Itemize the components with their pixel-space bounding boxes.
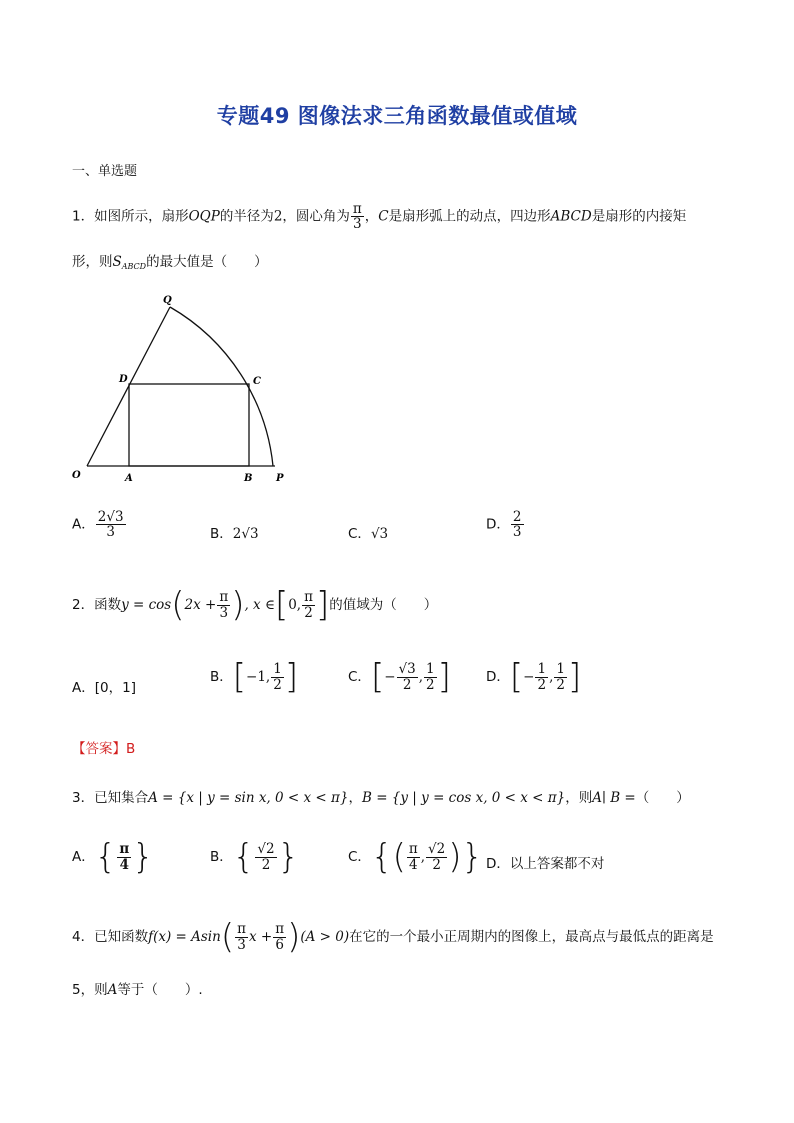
fraction bbox=[96, 510, 126, 539]
option-a bbox=[72, 676, 136, 696]
denominator: 3 bbox=[237, 936, 246, 953]
numerator: π bbox=[275, 921, 285, 938]
option-value: [0，1] bbox=[94, 680, 136, 696]
math-var: C bbox=[378, 208, 389, 225]
brace-left: { bbox=[232, 837, 255, 877]
math-condition: (A > 0) bbox=[300, 929, 350, 945]
fraction bbox=[554, 662, 567, 691]
paren-right: ) bbox=[231, 585, 245, 625]
question-text: 是扇形弧上的动点，四边形 bbox=[388, 208, 551, 225]
numerator: π bbox=[352, 201, 362, 217]
option-label: A． bbox=[72, 680, 95, 696]
question-number: 3． bbox=[72, 790, 95, 806]
set-a-expression: A = {x | y = sin x, 0 < x < π} bbox=[148, 790, 349, 806]
fraction bbox=[302, 590, 315, 619]
option-d bbox=[486, 852, 604, 872]
separator: ， bbox=[348, 790, 362, 806]
option-a bbox=[72, 837, 154, 877]
option-label: A． bbox=[72, 516, 95, 533]
math-var: S bbox=[112, 254, 122, 270]
option-label: B． bbox=[210, 849, 233, 865]
question-text: 等于（ ）. bbox=[117, 982, 203, 998]
question-text: 函数 bbox=[94, 597, 122, 613]
question-text: ， bbox=[364, 208, 379, 225]
bracket-right: ] bbox=[567, 657, 582, 697]
option-value: 2√3 bbox=[232, 526, 259, 542]
answer-tag: 【答案】 bbox=[72, 741, 126, 757]
option-b bbox=[210, 522, 259, 542]
option-label: D． bbox=[486, 856, 510, 872]
numerator: π bbox=[408, 841, 418, 858]
denominator: 3 bbox=[106, 524, 115, 541]
option-b bbox=[210, 657, 299, 697]
numerator: √2 bbox=[257, 841, 275, 858]
numerator: π bbox=[237, 921, 246, 938]
question-4-line-1 bbox=[72, 917, 714, 957]
numerator: π bbox=[119, 841, 130, 858]
bracket-left: [ bbox=[232, 657, 247, 697]
math-expression: x + bbox=[248, 929, 273, 945]
section-heading: 一、单选题 bbox=[72, 164, 138, 179]
question-number: 4． bbox=[72, 929, 95, 945]
label-b: B bbox=[244, 473, 253, 484]
question-text: 的最大值是（ ） bbox=[146, 254, 268, 270]
denominator: 2 bbox=[537, 676, 547, 693]
brace-right: } bbox=[132, 837, 154, 877]
denominator: 6 bbox=[275, 936, 284, 953]
question-text: 在它的一个最小正周期内的图像上，最高点与最低点的距离是 bbox=[349, 929, 714, 945]
option-value: − bbox=[384, 669, 396, 685]
set-b-expression: B = {y | y = cos x, 0 < x < π} bbox=[361, 790, 566, 806]
paren-left: ( bbox=[171, 585, 185, 625]
numerator: √2 bbox=[428, 841, 446, 858]
paren-right: ) bbox=[287, 917, 301, 957]
fraction bbox=[273, 922, 286, 951]
paren-left: ( bbox=[220, 917, 235, 957]
option-d bbox=[486, 510, 525, 539]
fraction bbox=[217, 590, 230, 619]
fraction bbox=[255, 842, 276, 871]
page-title: 专题49 图像法求三角函数最值或值域 bbox=[216, 104, 578, 128]
option-a bbox=[72, 510, 127, 539]
numerator: 2 bbox=[512, 509, 522, 525]
denominator: 3 bbox=[219, 604, 229, 621]
question-text: 如图所示，扇形 bbox=[94, 208, 189, 225]
option-label: B． bbox=[210, 669, 233, 685]
answer-value: B bbox=[126, 741, 136, 757]
answer-line bbox=[72, 737, 135, 757]
denominator: 2 bbox=[304, 604, 313, 621]
numerator: 1 bbox=[556, 661, 565, 678]
numerator: 1 bbox=[426, 661, 435, 678]
math-subscript: ABCD bbox=[121, 262, 147, 271]
question-2 bbox=[72, 585, 438, 625]
denominator: 2 bbox=[261, 856, 271, 873]
bracket-left: [ bbox=[509, 657, 524, 697]
option-label: C． bbox=[348, 669, 371, 685]
math-expression: 0, bbox=[288, 597, 302, 613]
rectangle-abcd bbox=[129, 384, 249, 466]
bracket-left: [ bbox=[274, 585, 289, 625]
question-1-line-1 bbox=[72, 202, 686, 231]
label-q: Q bbox=[163, 295, 172, 306]
option-c bbox=[348, 657, 451, 697]
question-number: 1． bbox=[72, 208, 95, 225]
denominator: 2 bbox=[273, 676, 282, 693]
math-var: ABCD bbox=[550, 208, 592, 225]
comma: , bbox=[420, 849, 426, 865]
math-expression: f(x) = Asin bbox=[148, 929, 221, 945]
fraction bbox=[235, 922, 248, 951]
denominator: 3 bbox=[353, 216, 362, 233]
bracket-right: ] bbox=[315, 585, 330, 625]
denominator: 2 bbox=[426, 676, 435, 693]
numerator: π bbox=[219, 589, 229, 606]
option-value: −1, bbox=[246, 669, 271, 685]
option-b bbox=[210, 837, 300, 877]
denominator: 4 bbox=[408, 856, 418, 873]
question-text: 已知函数 bbox=[94, 929, 149, 945]
math-var: A bbox=[107, 982, 118, 998]
comma: , bbox=[418, 669, 424, 685]
question-text: 5，则 bbox=[72, 982, 108, 998]
numerator: 2√3 bbox=[97, 509, 124, 525]
label-o: O bbox=[72, 470, 81, 481]
math-expression: 2x + bbox=[184, 597, 217, 613]
math-var: 2 bbox=[273, 208, 283, 225]
question-1-line-2 bbox=[72, 250, 268, 271]
question-number: 2． bbox=[72, 597, 95, 613]
question-4-line-2 bbox=[72, 978, 203, 998]
option-value: √3 bbox=[370, 526, 389, 542]
math-expression: , x ∈ bbox=[244, 597, 275, 613]
denominator: 2 bbox=[556, 676, 565, 693]
sector-figure bbox=[66, 290, 296, 490]
math-var: OQP bbox=[188, 208, 220, 225]
fraction bbox=[271, 662, 284, 691]
fraction bbox=[397, 662, 418, 691]
paren-left: ( bbox=[392, 837, 406, 877]
fraction bbox=[426, 842, 447, 871]
numerator: π bbox=[304, 589, 313, 606]
question-text: ，则 bbox=[565, 790, 593, 806]
fraction bbox=[407, 842, 420, 871]
bracket-right: ] bbox=[284, 657, 299, 697]
denominator: 4 bbox=[119, 856, 130, 873]
option-label: B． bbox=[210, 526, 233, 542]
fraction bbox=[424, 662, 437, 691]
brace-right: } bbox=[461, 837, 484, 877]
denominator: 2 bbox=[402, 676, 412, 693]
fraction bbox=[117, 842, 131, 871]
brace-left: { bbox=[370, 837, 393, 877]
question-text: 的值域为（ ） bbox=[329, 597, 438, 613]
option-label: D． bbox=[486, 516, 510, 533]
question-text: 已知集合 bbox=[94, 790, 149, 806]
numerator: √3 bbox=[398, 661, 416, 678]
label-d: D bbox=[119, 374, 128, 385]
option-label: D． bbox=[486, 669, 510, 685]
fraction bbox=[351, 202, 364, 231]
option-label: C． bbox=[348, 849, 371, 865]
label-p: P bbox=[276, 473, 284, 484]
option-value: − bbox=[523, 669, 535, 685]
fraction bbox=[535, 662, 548, 691]
question-text: （ ） bbox=[635, 790, 690, 806]
math-expression: y = cos bbox=[121, 597, 172, 613]
option-label: C． bbox=[348, 526, 371, 542]
question-text: 是扇形的内接矩 bbox=[591, 208, 687, 225]
fraction bbox=[511, 510, 524, 539]
option-label: A． bbox=[72, 849, 95, 865]
brace-right: } bbox=[277, 837, 300, 877]
denominator: 2 bbox=[432, 856, 441, 873]
option-c bbox=[348, 522, 388, 542]
label-c: C bbox=[253, 376, 261, 387]
brace-left: { bbox=[94, 837, 117, 877]
numerator: 1 bbox=[537, 661, 547, 678]
denominator: 3 bbox=[512, 524, 522, 541]
paren-right: ) bbox=[448, 837, 462, 877]
label-a: A bbox=[125, 473, 133, 484]
bracket-right: ] bbox=[437, 657, 451, 697]
math-expression: A∣ B = bbox=[592, 790, 636, 806]
option-value: 以上答案都不对 bbox=[509, 856, 605, 872]
question-3 bbox=[72, 786, 690, 806]
question-text: 形，则 bbox=[72, 254, 113, 270]
bracket-left: [ bbox=[370, 657, 385, 697]
question-text: 的半径为 bbox=[219, 208, 274, 225]
comma: , bbox=[549, 669, 554, 685]
question-text: ，圆心角为 bbox=[282, 208, 350, 225]
option-c bbox=[348, 837, 484, 877]
numerator: 1 bbox=[273, 661, 282, 678]
option-d bbox=[486, 657, 582, 697]
